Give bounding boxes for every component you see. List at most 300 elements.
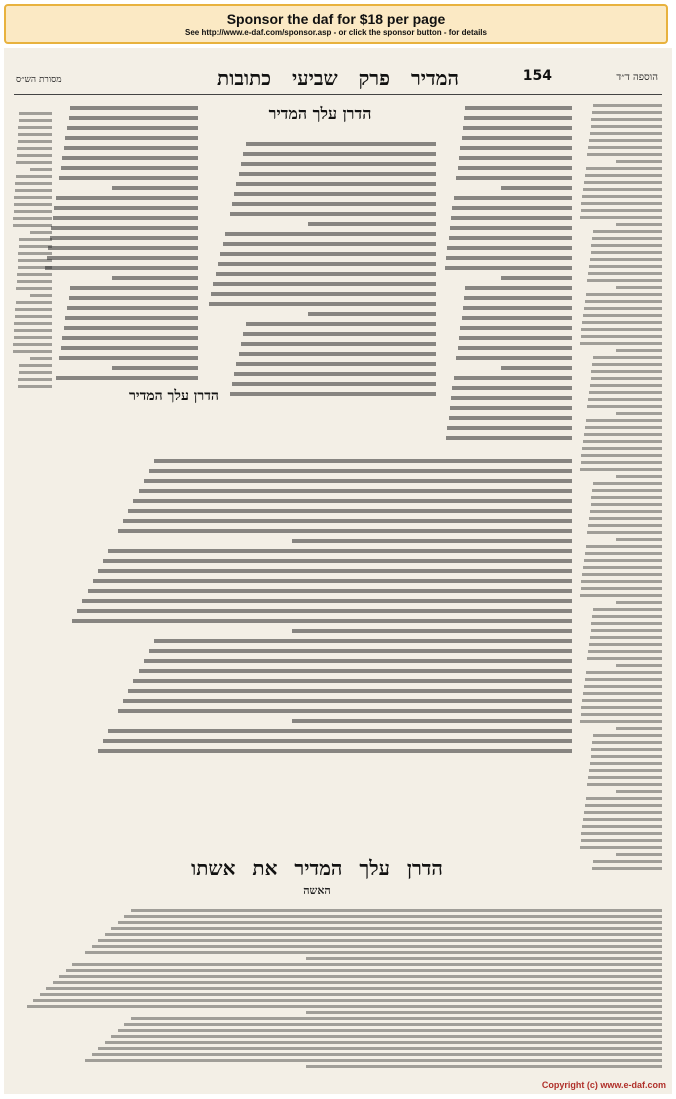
text-line [580, 468, 662, 471]
text-line [592, 615, 662, 618]
text-line [586, 293, 662, 296]
text-line [88, 589, 573, 593]
text-line [124, 1023, 662, 1026]
text-line [306, 1011, 662, 1014]
text-line [239, 352, 436, 356]
text-line [128, 689, 572, 693]
text-line [616, 286, 662, 289]
text-line [246, 322, 436, 326]
text-line [30, 168, 52, 171]
text-line [123, 699, 572, 703]
text-line [580, 216, 662, 219]
text-line [445, 266, 572, 270]
text-line [462, 136, 573, 140]
text-line [465, 286, 572, 290]
text-line [18, 140, 52, 143]
text-line [14, 336, 52, 339]
text-line [581, 587, 662, 590]
text-line [19, 245, 52, 248]
text-line [18, 259, 52, 262]
text-line [591, 496, 662, 499]
text-line [589, 769, 662, 772]
next-chapter-title: האשה [303, 884, 331, 897]
text-line [236, 362, 436, 366]
text-line [213, 282, 436, 286]
text-line [581, 209, 662, 212]
page-number: 154 [522, 68, 552, 84]
text-line [463, 126, 572, 130]
text-line [464, 296, 572, 300]
text-line [64, 146, 198, 150]
text-line [581, 706, 662, 709]
text-line [234, 192, 436, 196]
text-line [16, 287, 52, 290]
text-line [72, 619, 572, 623]
text-line [67, 306, 198, 310]
text-line [112, 186, 198, 190]
text-line [583, 818, 662, 821]
text-line [149, 649, 572, 653]
text-line [588, 524, 662, 527]
text-line [239, 172, 436, 176]
margin-references [12, 108, 52, 928]
text-line [583, 314, 662, 317]
text-line [108, 729, 572, 733]
text-line [56, 376, 198, 380]
text-line [586, 167, 662, 170]
text-line [17, 147, 52, 150]
text-line [93, 579, 572, 583]
text-line [584, 811, 662, 814]
text-line [589, 517, 662, 520]
text-line [46, 987, 662, 990]
text-line [446, 256, 572, 260]
text-line [13, 217, 52, 220]
text-line [458, 166, 572, 170]
text-line [225, 232, 436, 236]
text-line [587, 783, 662, 786]
text-line [144, 659, 572, 663]
text-line [13, 350, 52, 353]
text-line [593, 230, 662, 233]
text-line [593, 860, 662, 863]
text-line [582, 321, 662, 324]
text-line [50, 236, 198, 240]
text-line [308, 312, 436, 316]
header-divider [14, 94, 662, 95]
text-line [585, 552, 662, 555]
text-line [582, 825, 662, 828]
text-line [118, 529, 572, 533]
text-line [18, 385, 52, 388]
text-line [18, 266, 52, 269]
text-line [616, 790, 662, 793]
text-line [581, 580, 662, 583]
text-line [581, 832, 662, 835]
text-line [580, 594, 662, 597]
text-line [589, 391, 662, 394]
text-line [584, 181, 662, 184]
text-line [616, 538, 662, 541]
text-line [584, 433, 662, 436]
text-line [591, 244, 662, 247]
text-line [144, 479, 572, 483]
main-text-wide-block [62, 453, 572, 848]
text-line [456, 176, 572, 180]
text-line [112, 366, 198, 370]
text-line [154, 459, 572, 463]
text-line [236, 182, 436, 186]
text-line [306, 957, 662, 960]
text-line [66, 969, 662, 972]
text-line [65, 136, 198, 140]
text-line [56, 196, 198, 200]
text-line [591, 503, 662, 506]
text-line [13, 224, 52, 227]
page-title: המדיר פרק שביעי כתובות [217, 66, 459, 90]
text-line [581, 839, 662, 842]
text-line [118, 1029, 662, 1032]
text-line [48, 246, 198, 250]
text-line [587, 531, 662, 534]
text-line [590, 258, 662, 261]
text-line [454, 376, 572, 380]
text-line [292, 719, 573, 723]
text-line [14, 196, 52, 199]
text-line [14, 329, 52, 332]
text-line [211, 292, 436, 296]
text-line [98, 749, 572, 753]
text-line [292, 539, 573, 543]
text-line [15, 189, 52, 192]
text-line [591, 755, 662, 758]
text-line [616, 853, 662, 856]
text-line [220, 252, 436, 256]
text-line [593, 104, 662, 107]
main-text-opening: הדרן עלך המדיר [268, 104, 372, 123]
text-line [111, 927, 662, 930]
footnotes-block [14, 906, 662, 1071]
text-line [590, 762, 662, 765]
text-line [69, 116, 198, 120]
text-line [586, 419, 662, 422]
text-line [592, 111, 662, 114]
text-line [65, 316, 198, 320]
text-line [92, 1053, 662, 1056]
text-line [582, 699, 662, 702]
text-line [588, 776, 662, 779]
text-line [501, 366, 573, 370]
text-line [589, 139, 662, 142]
sponsor-subtitle[interactable]: See http://www.e-daf.com/sponsor.asp - or click the sponsor button - for details [185, 28, 487, 37]
text-line [131, 909, 662, 912]
text-line [230, 392, 436, 396]
text-line [59, 356, 198, 360]
text-line [61, 346, 198, 350]
text-line [591, 251, 662, 254]
text-line [232, 202, 436, 206]
text-line [18, 252, 52, 255]
text-line [592, 489, 662, 492]
text-line [460, 146, 572, 150]
text-line [592, 237, 662, 240]
text-line [587, 279, 662, 282]
text-line [30, 294, 52, 297]
text-line [582, 447, 662, 450]
text-line [616, 349, 662, 352]
text-line [53, 981, 662, 984]
text-line [62, 336, 198, 340]
text-line [14, 322, 52, 325]
text-line [616, 664, 662, 667]
text-line [450, 226, 572, 230]
text-line [19, 119, 52, 122]
text-line [587, 153, 662, 156]
text-line [592, 741, 662, 744]
text-line [616, 727, 662, 730]
text-line [581, 335, 662, 338]
text-line [149, 469, 572, 473]
text-line [92, 945, 662, 948]
text-line [62, 156, 198, 160]
text-line [230, 212, 436, 216]
text-line [591, 377, 662, 380]
text-line [589, 643, 662, 646]
header-right-label: הוספה ד״ד [616, 72, 658, 83]
text-line [14, 203, 52, 206]
text-line [591, 622, 662, 625]
text-line [18, 133, 52, 136]
text-line [243, 332, 436, 336]
text-line [82, 599, 572, 603]
text-line [246, 142, 436, 146]
text-line [451, 216, 572, 220]
text-line [590, 510, 662, 513]
text-line [581, 328, 662, 331]
text-line [588, 146, 662, 149]
text-line [30, 357, 52, 360]
text-line [580, 846, 662, 849]
text-line [15, 182, 52, 185]
text-line [584, 559, 662, 562]
text-line [585, 804, 662, 807]
text-line [14, 210, 52, 213]
text-line [128, 509, 572, 513]
text-line [64, 326, 198, 330]
text-line [17, 154, 52, 157]
text-line [591, 629, 662, 632]
text-line [616, 412, 662, 415]
text-line [446, 436, 572, 440]
text-line [585, 300, 662, 303]
text-line [583, 566, 662, 569]
text-line [69, 296, 198, 300]
text-line [59, 975, 662, 978]
text-line [580, 720, 662, 723]
text-line [463, 306, 572, 310]
text-line [616, 160, 662, 163]
text-line [223, 242, 436, 246]
text-line [54, 206, 198, 210]
text-line [591, 125, 662, 128]
sponsor-title: Sponsor the daf for $18 per page [226, 11, 446, 27]
text-line [139, 489, 573, 493]
text-line [103, 739, 572, 743]
text-line [139, 669, 573, 673]
text-line [581, 461, 662, 464]
hadran-small: הדרן עלך המדיר [129, 388, 219, 404]
text-line [501, 276, 573, 280]
text-line [70, 106, 198, 110]
text-line [456, 356, 572, 360]
outer-commentary-column [578, 100, 662, 1000]
text-line [585, 678, 662, 681]
text-line [454, 196, 572, 200]
text-line [451, 396, 572, 400]
text-line [581, 202, 662, 205]
text-line [232, 382, 436, 386]
text-line [581, 713, 662, 716]
copyright-notice[interactable]: Copyright (c) www.e-daf.com [541, 1080, 666, 1090]
text-line [70, 286, 198, 290]
text-line [216, 272, 436, 276]
text-line [111, 1035, 662, 1038]
text-line [447, 426, 572, 430]
text-line [584, 685, 662, 688]
text-line [19, 238, 52, 241]
text-line [118, 709, 572, 713]
text-line [51, 226, 198, 230]
text-line [72, 963, 662, 966]
text-line [105, 933, 662, 936]
text-line [590, 636, 662, 639]
text-line [77, 609, 572, 613]
text-line [588, 650, 662, 653]
text-line [588, 398, 662, 401]
text-line [581, 454, 662, 457]
talmud-page [4, 48, 672, 1094]
text-line [464, 116, 572, 120]
text-line [465, 106, 572, 110]
text-line [582, 573, 662, 576]
text-line [108, 549, 572, 553]
text-line [209, 302, 436, 306]
text-line [586, 671, 662, 674]
text-line [458, 346, 572, 350]
text-line [589, 265, 662, 268]
text-line [85, 1059, 662, 1062]
text-line [306, 1065, 662, 1068]
text-line [67, 126, 198, 130]
text-line [105, 1041, 662, 1044]
text-line [591, 370, 662, 373]
text-line [234, 372, 436, 376]
text-line [241, 162, 436, 166]
sponsor-banner[interactable] [4, 4, 668, 44]
text-line [33, 999, 662, 1002]
text-line [123, 519, 572, 523]
text-line [16, 175, 52, 178]
text-line [98, 569, 572, 573]
text-line [593, 608, 662, 611]
header-left-label: מסורת הש״ס [16, 75, 62, 85]
text-line [583, 188, 662, 191]
text-line [582, 195, 662, 198]
text-line [15, 315, 52, 318]
text-line [292, 629, 573, 633]
page-header [4, 66, 672, 94]
text-line [580, 342, 662, 345]
text-line [17, 280, 52, 283]
text-line [19, 112, 52, 115]
text-line [98, 1047, 662, 1050]
text-line [593, 482, 662, 485]
text-line [61, 166, 198, 170]
text-line [154, 639, 572, 643]
text-line [53, 216, 198, 220]
text-line [593, 734, 662, 737]
text-line [16, 161, 52, 164]
text-line [452, 206, 572, 210]
text-line [13, 343, 52, 346]
text-line [590, 132, 662, 135]
text-line [452, 386, 572, 390]
rashi-column [442, 100, 572, 450]
text-line [584, 307, 662, 310]
text-line [591, 118, 662, 121]
text-line [462, 316, 573, 320]
text-line [501, 186, 573, 190]
text-line [616, 601, 662, 604]
text-line [103, 559, 572, 563]
text-line [16, 301, 52, 304]
text-line [85, 951, 662, 954]
text-line [19, 371, 52, 374]
text-line [447, 246, 572, 250]
text-line [124, 915, 662, 918]
text-line [133, 679, 572, 683]
text-line [592, 867, 662, 870]
text-line [30, 231, 52, 234]
text-line [17, 273, 52, 276]
text-line [45, 266, 198, 270]
text-line [131, 1017, 662, 1020]
text-line [118, 921, 662, 924]
text-line [18, 378, 52, 381]
text-line [616, 475, 662, 478]
text-line [587, 405, 662, 408]
text-line [590, 384, 662, 387]
text-line [47, 256, 198, 260]
text-line [133, 499, 572, 503]
text-line [27, 1005, 662, 1008]
text-line [18, 126, 52, 129]
text-line [308, 222, 436, 226]
text-line [459, 336, 572, 340]
text-line [450, 406, 572, 410]
text-line [587, 657, 662, 660]
text-line [15, 308, 52, 311]
text-line [40, 993, 662, 996]
text-line [241, 342, 436, 346]
text-line [460, 326, 572, 330]
text-line [583, 692, 662, 695]
text-line [592, 363, 662, 366]
text-line [585, 174, 662, 177]
text-line [98, 939, 662, 942]
text-line [588, 272, 662, 275]
text-line [449, 236, 573, 240]
